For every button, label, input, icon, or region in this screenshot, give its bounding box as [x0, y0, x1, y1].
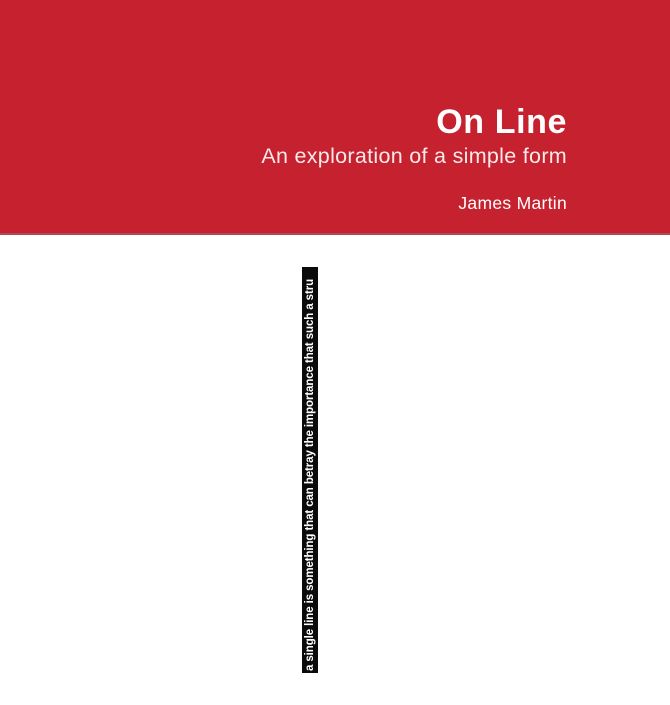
book-author: James Martin: [458, 193, 567, 213]
vertical-line-bar: [302, 267, 318, 673]
cover-red-band: [0, 0, 670, 235]
book-subtitle: An exploration of a simple form: [261, 144, 567, 168]
vertical-line-text: a single line is something that can betray the importance that such a stru: [304, 279, 316, 671]
book-title: On Line: [436, 103, 567, 141]
